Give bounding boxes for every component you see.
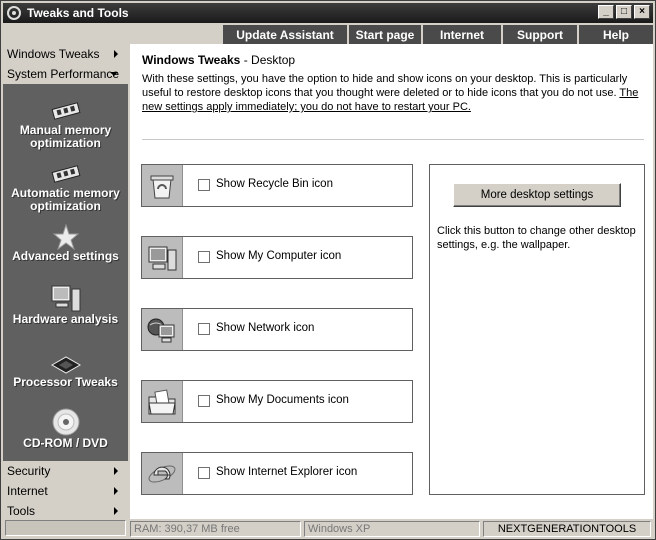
sidebar-item-label: Security bbox=[7, 464, 51, 478]
page-title bbox=[142, 53, 295, 67]
page-title-section: Windows Tweaks bbox=[142, 53, 241, 67]
sidebar-item-label: System Performance bbox=[7, 67, 120, 81]
cd-icon bbox=[51, 407, 81, 437]
description-note: The new settings apply immediately; you do not have to restart your PC. bbox=[142, 87, 639, 113]
window-title: Tweaks and Tools bbox=[27, 6, 129, 20]
network-icon bbox=[146, 315, 178, 345]
recycle-bin-label[interactable]: Show Recycle Bin icon bbox=[216, 178, 333, 190]
my-documents-label[interactable]: Show My Documents icon bbox=[216, 394, 349, 406]
page-title-subsection: - Desktop bbox=[240, 53, 296, 67]
nav-internet[interactable]: Internet bbox=[423, 25, 503, 44]
title-bar bbox=[3, 3, 653, 23]
nav-support[interactable]: Support bbox=[503, 25, 579, 44]
sidebar-item-windows-tweaks[interactable] bbox=[3, 44, 128, 64]
network-checkbox[interactable] bbox=[198, 323, 210, 335]
sidebar-item-security[interactable] bbox=[3, 461, 128, 481]
os-status: Windows XP bbox=[304, 521, 480, 537]
chevron-right-icon bbox=[114, 507, 118, 515]
internet-explorer-icon bbox=[147, 459, 177, 489]
status-bar bbox=[130, 521, 653, 537]
launcher-cd-rom-dvd[interactable] bbox=[3, 401, 128, 450]
sidebar-item-label: Windows Tweaks bbox=[7, 47, 100, 61]
gear-icon bbox=[7, 6, 21, 20]
sidebar-item-internet[interactable] bbox=[3, 481, 128, 501]
computer-icon bbox=[50, 283, 82, 313]
my-documents-checkbox[interactable] bbox=[198, 395, 210, 407]
chevron-right-icon bbox=[114, 487, 118, 495]
more-settings-panel bbox=[429, 164, 645, 495]
processor-icon bbox=[50, 354, 82, 376]
launcher-label: Processor Tweaks bbox=[13, 375, 118, 389]
launcher-automatic-memory-optimization[interactable] bbox=[3, 153, 128, 213]
chevron-down-icon bbox=[110, 72, 118, 76]
option-recycle-bin bbox=[141, 164, 413, 207]
my-documents-icon bbox=[146, 387, 178, 417]
brand-label: NEXTGENERATIONTOOLS bbox=[483, 521, 651, 537]
close-button[interactable]: × bbox=[634, 5, 650, 19]
sidebar-item-system-performance[interactable] bbox=[3, 64, 128, 84]
option-internet-explorer bbox=[141, 452, 413, 495]
chevron-right-icon bbox=[114, 467, 118, 475]
memory-chip-icon bbox=[51, 165, 81, 187]
option-my-documents bbox=[141, 380, 413, 423]
launcher-manual-memory-optimization[interactable] bbox=[3, 90, 128, 150]
sidebar-item-label: Tools bbox=[7, 504, 36, 518]
launcher-advanced-settings[interactable] bbox=[3, 216, 128, 263]
chevron-right-icon bbox=[114, 50, 118, 58]
panel-description: Click this button to change other desktop settings, e.g. the wallpaper. bbox=[437, 225, 636, 251]
option-network bbox=[141, 308, 413, 351]
sidebar-item-tools[interactable] bbox=[3, 501, 128, 521]
ram-status: RAM: 390,37 MB free bbox=[130, 521, 301, 537]
sidebar-status-box bbox=[5, 520, 126, 536]
nav-start-page[interactable]: Start page bbox=[349, 25, 423, 44]
launcher-processor-tweaks[interactable] bbox=[3, 342, 128, 389]
launcher-label: Manual memory optimization bbox=[19, 123, 112, 150]
nav-update-assistant[interactable]: Update Assistant bbox=[223, 25, 349, 44]
launcher-label: Automatic memory optimization bbox=[11, 186, 120, 213]
description-text: With these settings, you have the option to hide and show icons on your desktop. This is particularly useful to restore desktop icons that you thought were deleted or to hide icons that you do not use. bbox=[142, 73, 628, 99]
page-description bbox=[142, 72, 648, 114]
internet-explorer-checkbox[interactable] bbox=[198, 467, 210, 479]
sidebar bbox=[3, 44, 128, 519]
main-content bbox=[130, 44, 653, 519]
my-computer-icon bbox=[146, 243, 178, 273]
nav-help[interactable]: Help bbox=[579, 25, 653, 44]
more-desktop-settings-button[interactable]: More desktop settings bbox=[453, 183, 621, 207]
window-controls bbox=[598, 5, 650, 19]
launcher-label: CD-ROM / DVD bbox=[23, 436, 108, 450]
launcher-label: Advanced settings bbox=[12, 249, 119, 263]
memory-chip-icon bbox=[51, 102, 81, 124]
minimize-button[interactable]: _ bbox=[598, 5, 614, 19]
launcher-label: Hardware analysis bbox=[12, 312, 119, 326]
my-computer-label[interactable]: Show My Computer icon bbox=[216, 250, 342, 262]
top-navigation bbox=[223, 25, 653, 44]
my-computer-checkbox[interactable] bbox=[198, 251, 210, 263]
maximize-button[interactable]: □ bbox=[616, 5, 632, 19]
internet-explorer-label[interactable]: Show Internet Explorer icon bbox=[216, 466, 358, 478]
launcher-hardware-analysis[interactable] bbox=[3, 279, 128, 326]
recycle-bin-checkbox[interactable] bbox=[198, 179, 210, 191]
sidebar-item-label: Internet bbox=[7, 484, 48, 498]
option-my-computer bbox=[141, 236, 413, 279]
sidebar-bottom-menu bbox=[3, 461, 128, 521]
divider bbox=[142, 139, 644, 140]
recycle-bin-icon bbox=[147, 171, 177, 201]
network-label[interactable]: Show Network icon bbox=[216, 322, 315, 334]
star-icon bbox=[53, 224, 79, 250]
